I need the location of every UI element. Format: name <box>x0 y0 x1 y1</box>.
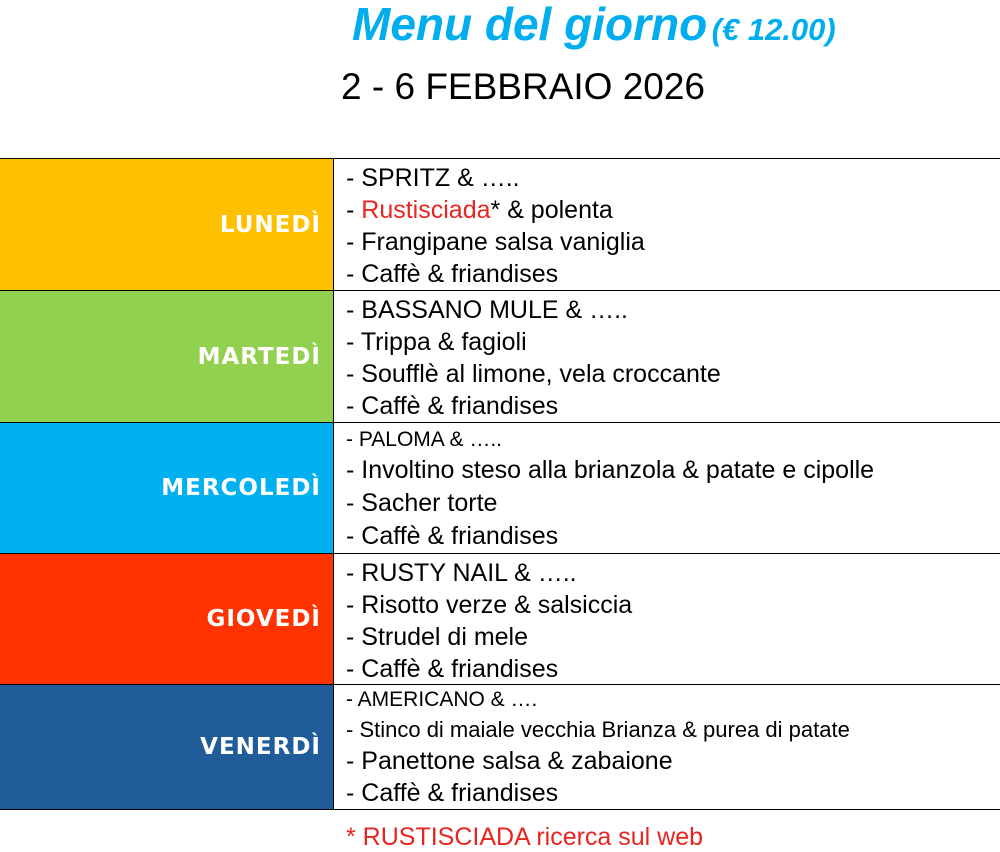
dish-item: - Caffè & friandises <box>346 392 559 420</box>
dish-item: - Involtino steso alla brianzola & patate e cipolle <box>346 456 875 484</box>
day-row-wednesday <box>0 423 1000 553</box>
day-label-friday: VENERDÌ <box>200 734 321 760</box>
day-row-tuesday <box>0 291 1000 422</box>
day-cell-friday <box>0 685 334 809</box>
dish-item: - Caffè & friandises <box>346 260 559 288</box>
dishes-thursday <box>334 554 1000 684</box>
dish-item: - Caffè & friandises <box>346 779 559 807</box>
menu-table <box>0 158 1000 810</box>
menu-title <box>352 0 836 60</box>
dish-item: - Caffè & friandises <box>346 522 559 550</box>
day-label-tuesday: MARTEDÌ <box>197 343 321 370</box>
dish-item: - Frangipane salsa vaniglia <box>346 228 645 256</box>
dish-item: - Stinco di maiale vecchia Brianza & purea di patate <box>346 717 850 742</box>
day-cell-tuesday <box>0 291 334 422</box>
day-cell-wednesday <box>0 423 334 553</box>
dishes-friday <box>334 685 1000 809</box>
menu-title-text: Menu del giorno <box>352 0 708 50</box>
day-label-wednesday: MERCOLEDÌ <box>161 475 321 501</box>
dish-item: - SPRITZ & ….. <box>346 164 520 192</box>
dish-item: - Caffè & friandises <box>346 655 559 683</box>
menu-dates: 2 - 6 FEBBRAIO 2026 <box>341 66 706 107</box>
dish-item: - Trippa & fagioli <box>346 328 527 356</box>
menu-price: (€ 12.00) <box>711 12 836 47</box>
dish-item: - Sacher torte <box>346 489 498 517</box>
dish-item: - Strudel di mele <box>346 623 529 651</box>
dishes-monday <box>334 159 1000 290</box>
dish-item: - PALOMA & ….. <box>346 428 502 451</box>
dish-item-highlighted <box>346 194 1000 226</box>
day-row-thursday <box>0 554 1000 684</box>
dish-item: - Panettone salsa & zabaione <box>346 747 673 775</box>
day-cell-monday <box>0 159 334 290</box>
footnote: * RUSTISCIADA ricerca sul web <box>346 823 704 851</box>
day-row-monday <box>0 159 1000 290</box>
dish-suffix: * & polenta <box>490 196 613 224</box>
dish-item: - AMERICANO & …. <box>346 688 538 711</box>
dish-item: - Soufflè al limone, vela croccante <box>346 360 721 388</box>
day-label-monday: LUNEDÌ <box>219 211 321 238</box>
dish-item: - BASSANO MULE & ….. <box>346 296 629 324</box>
dishes-tuesday <box>334 291 1000 422</box>
day-row-friday <box>0 685 1000 809</box>
dish-prefix: - <box>346 196 362 224</box>
day-cell-thursday <box>0 554 334 684</box>
day-label-thursday: GIOVEDÌ <box>206 606 321 632</box>
dish-item: - Risotto verze & salsiccia <box>346 591 633 619</box>
dishes-wednesday <box>334 423 1000 553</box>
dish-item: - RUSTY NAIL & ….. <box>346 559 577 587</box>
dish-highlight: Rustisciada <box>361 196 491 224</box>
